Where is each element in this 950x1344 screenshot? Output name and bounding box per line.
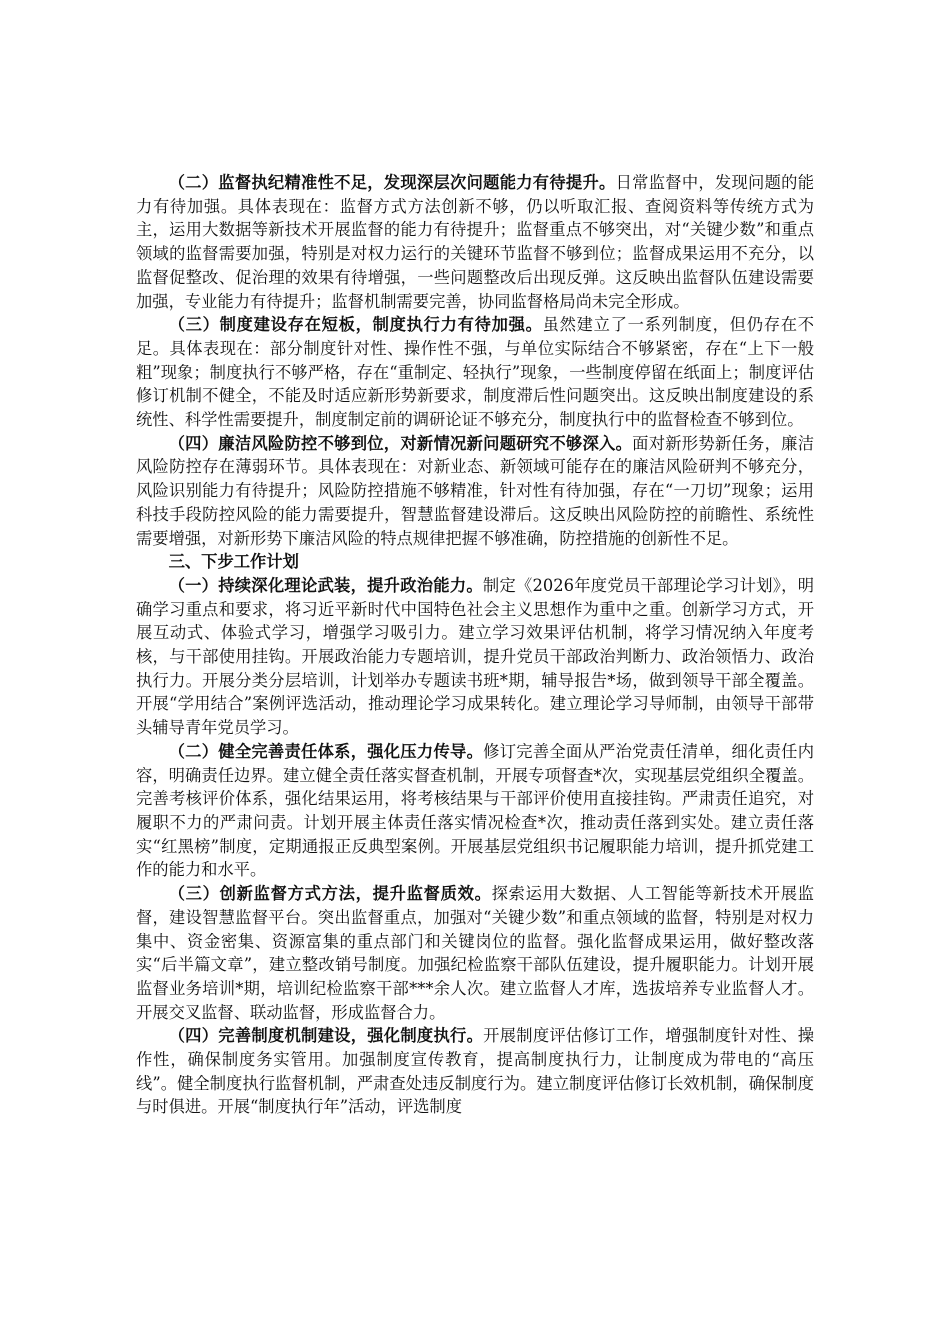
paragraph-system bbox=[136, 313, 814, 432]
paragraph-body: 修订完善全面从严治党责任清单，细化责任内容，明确责任边界。建立健全责任落实督查机制，开展专项督查*次，实现基层党组织全覆盖。完善考核评价体系，强化结果运用，将考核结果与干部评价使用直接挂钩。严肃责任追究，对履职不力的严肃问责。计划开展主体责任落实情况检查*次，推动责任落到实处。建立责任落实“红黑榜”制度，定期通报正反典型案例。开展基层党组织书记履职能力培训，提升抓党建工作的能力和水平。 bbox=[136, 741, 814, 880]
paragraph-lead: （三）制度建设存在短板，制度执行力有待加强。 bbox=[168, 315, 543, 335]
paragraph-theory bbox=[136, 574, 814, 740]
paragraph-body: 制定《2026年度党员干部理论学习计划》，明确学习重点和要求，将习近平新时代中国特色社会主义思想作为重中之重。创新学习方式，开展互动式、体验式学习，增强学习吸引力。建立学习效果评估机制，将学习情况纳入年度考核，与干部使用挂钩。开展政治能力专题培训，提升党员干部政治判断力、政治领悟力、政治执行力。开展分类分层培训，计划举办专题读书班*期，辅导报告*场，做到领导干部全覆盖。开展“学用结合”案例评选活动，推动理论学习成果转化。建立理论学习导师制，由领导干部带头辅导青年党员学习。 bbox=[136, 575, 814, 738]
paragraph-lead: （二）监督执纪精准性不足，发现深层次问题能力有待提升。 bbox=[168, 173, 616, 192]
paragraph-body: 开展制度评估修订工作，增强制度针对性、操作性，确保制度务实管用。加强制度宣传教育，提高制度执行力，让制度成为带电的“高压线”。健全制度执行监督机制，严肃查处违反制度行为。建立制度评估修订长效机制，确保制度与时俱进。开展“制度执行年”活动，评选制度 bbox=[136, 1026, 814, 1117]
paragraph-body: 虽然建立了一系列制度，但仍存在不足。具体表现在：部分制度针对性、操作性不强，与单位实际结合不够紧密，存在“上下一般粗”现象；制度执行不够严格，存在“重制定、轻执行”现象，一些制度停留在纸面上；制度评估修订机制不健全，不能及时适应新形势新要求，制度滞后性问题突出。这反映出制度建设的系统性、科学性需要提升，制度制定前的调研论证不够充分，制度执行中的监督检查不够到位。 bbox=[136, 315, 814, 430]
paragraph-lead: （二）健全完善责任体系，强化压力传导。 bbox=[168, 741, 484, 761]
paragraph-lead: （三）创新监督方式方法，提升监督质效。 bbox=[168, 884, 492, 904]
paragraph-body: 日常监督中，发现问题的能力有待加强。具体表现在：监督方式方法创新不够，仍以听取汇报、查阅资料等传统方式为主，运用大数据等新技术开展监督的能力有待提升；监督重点不够突出，对“关键少数”和重点领域的监督需要加强，特别是对权力运行的关键环节监督不够到位；监督成果运用不充分，以监督促整改、促治理的效果有待增强，一些问题整改后出现反弹。这反映出监督队伍建设需要加强，专业能力有待提升；监督机制需要完善，协同监督格局尚未完全形成。 bbox=[136, 173, 814, 311]
paragraph-risk bbox=[136, 432, 814, 551]
paragraph-responsibility bbox=[136, 740, 814, 882]
paragraph-innovation bbox=[136, 882, 814, 1024]
paragraph-supervision bbox=[136, 171, 814, 313]
document-page bbox=[136, 171, 814, 1119]
paragraph-body: 探索运用大数据、人工智能等新技术开展监督，建设智慧监督平台。突出监督重点，加强对“关键少数”和重点领域的监督，特别是对权力集中、资金密集、资源富集的重点部门和关键岗位的监督。强化监督成果运用，做好整改落实“后半篇文章”，建立整改销号制度。加强纪检监察干部队伍建设，提升履职能力。计划开展监督业务培训*期，培训纪检监察干部***余人次。建立监督人才库，选拔培养专业监督人才。开展交叉监督、联动监督，形成监督合力。 bbox=[136, 884, 814, 1022]
section-heading: 三、下步工作计划 bbox=[168, 552, 299, 572]
paragraph-lead: （四）完善制度机制建设，强化制度执行。 bbox=[168, 1026, 484, 1046]
paragraph-body: 面对新形势新任务，廉洁风险防控存在薄弱环节。具体表现在：对新业态、新领域可能存在的廉洁风险研判不够充分，风险识别能力有待提升；风险防控措施不够精准，针对性有待加强，存在“一刀切”现象；运用科技手段防控风险的能力需要提升，智慧监督建设滞后。这反映出风险防控的前瞻性、系统性需要增强，对新形势下廉洁风险的特点规律把握不够准确，防控措施的创新性不足。 bbox=[136, 433, 814, 548]
paragraph-lead: （四）廉洁风险防控不够到位，对新情况新问题研究不够深入。 bbox=[168, 433, 633, 453]
paragraph-mechanism bbox=[136, 1024, 814, 1119]
paragraph-lead: （一）持续深化理论武装，提升政治能力。 bbox=[168, 575, 483, 595]
